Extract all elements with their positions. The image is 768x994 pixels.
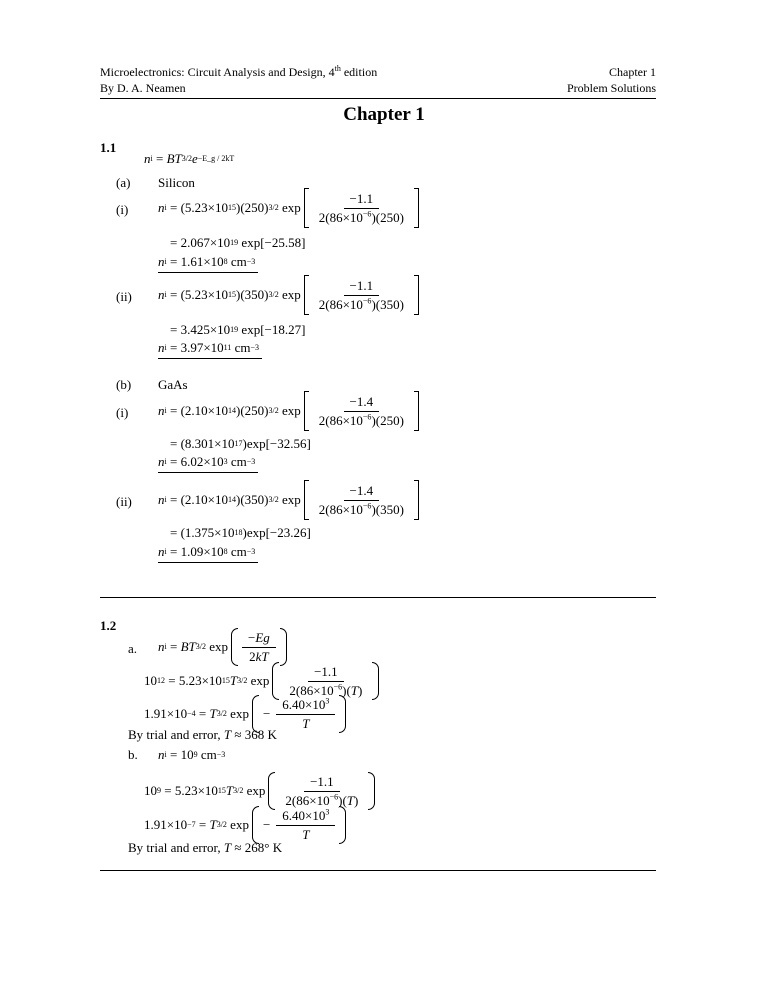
material-label: GaAs <box>158 377 188 392</box>
problem-solutions-label: Problem Solutions <box>566 81 656 95</box>
math-text: −1.1 <box>349 190 374 206</box>
math-text: −1.1 <box>314 663 338 679</box>
subpart-label: (ii) <box>116 289 132 304</box>
math-text: By trial and error, <box>128 840 224 855</box>
math-text: )exp[−32.56] <box>242 436 311 451</box>
bracket-group <box>228 628 287 666</box>
bracket-group <box>265 772 375 810</box>
numerator <box>242 630 276 648</box>
result: n i = 6.02×10 3 cm −3 <box>158 454 258 473</box>
math-text: exp[−18.27] <box>238 322 306 337</box>
superscript: −6 <box>333 682 343 692</box>
math-variable: T <box>302 715 310 731</box>
superscript: −6 <box>362 412 372 422</box>
math-text: )(350) <box>371 296 404 312</box>
math-text: exp <box>278 200 301 215</box>
math-text: exp <box>243 783 266 798</box>
fraction <box>279 774 364 809</box>
conclusion <box>128 840 282 856</box>
conclusion <box>128 727 277 743</box>
math-text: 2(86×10 <box>318 501 363 517</box>
equation: 10 12 = 5.23×10 15 T 3/2 exp $\frac{-1.1}{2(86\times 10^{-6})(T)}$ <box>144 662 379 700</box>
math-variable: n <box>158 454 165 469</box>
numerator <box>344 191 380 209</box>
math-text: = <box>152 151 167 166</box>
math-text: 2(86×10 <box>318 209 363 225</box>
math-text: )(250) <box>371 412 404 428</box>
math-text: = 2.067×10 <box>170 235 231 250</box>
subpart-label: (ii) <box>116 494 132 509</box>
math-text: − <box>248 629 256 645</box>
math-text: 6.40×10 <box>282 696 326 712</box>
math-variable: BT <box>180 639 196 654</box>
equation: 10 9 = 5.23×10 15 T 3/2 exp $\frac{-1.1}{2(86\times 10^{-6})(T)}$ <box>144 772 375 810</box>
math-variable: n <box>158 287 165 302</box>
math-variable: T <box>223 840 232 855</box>
math-text: 1.91×10 <box>144 817 188 832</box>
denominator <box>313 501 410 518</box>
math-text: exp <box>278 403 301 418</box>
math-text: exp <box>205 639 229 654</box>
equation: n i = BT 3/2 e −E_g / 2kT <box>144 151 235 166</box>
section-divider <box>100 870 656 871</box>
math-text: 2(86×10 <box>318 412 363 428</box>
math-text: )(250) <box>235 403 269 418</box>
math-text: = <box>166 639 181 654</box>
fraction <box>276 808 335 843</box>
math-text: = 10 <box>166 747 194 762</box>
math-text: 10 <box>144 783 157 798</box>
math-text: By trial and error, <box>128 727 224 742</box>
math-text: 2(86×10 <box>318 296 363 312</box>
superscript: −6 <box>362 296 372 306</box>
fraction <box>242 630 276 665</box>
math-variable: n <box>158 403 165 418</box>
equation: n i = BT 3/2 exp $\frac{-Eg}{2kT}$ <box>158 628 287 666</box>
math-text: exp <box>278 492 301 507</box>
math-text: = 3.97×10 <box>166 340 224 355</box>
math-text: cm <box>231 340 251 355</box>
part-label: b. <box>128 747 138 762</box>
math-text: = 6.02×10 <box>166 454 224 469</box>
math-text: ) <box>358 682 363 698</box>
bracket-group <box>301 188 419 228</box>
math-text: −1.1 <box>349 277 374 293</box>
header-right <box>567 64 656 96</box>
math-text: exp <box>226 817 249 832</box>
math-text: 2 <box>249 648 256 664</box>
math-text: exp <box>278 287 301 302</box>
subpart-label: (i) <box>116 202 129 217</box>
minus-sign: − <box>262 817 271 832</box>
math-text: = 1.61×10 <box>166 254 224 269</box>
math-variable: n <box>158 544 165 559</box>
section-1-2: 1.2 <box>100 618 117 633</box>
math-text: = (5.23×10 <box>166 200 228 215</box>
math-variable: T <box>225 783 234 798</box>
math-text: = 1.09×10 <box>166 544 224 559</box>
math-text: )(350) <box>235 492 269 507</box>
equation: = (1.375×10 18 )exp[−23.26] <box>170 525 311 540</box>
equation: n i = (2.10×10 14 )(250) 3/2 exp $\frac{-1.4}{2(86\times 10^{-6})(250)}$ <box>158 391 419 431</box>
bracket-group <box>301 391 419 431</box>
chapter-label: Chapter 1 <box>609 65 656 79</box>
result: n i = 1.09×10 8 cm −3 <box>158 544 258 563</box>
equation: n i = 10 9 cm −3 <box>158 747 226 762</box>
math-text: exp[−25.58] <box>238 235 306 250</box>
equation: = 2.067×10 19 exp[−25.58] <box>170 235 306 250</box>
equation: n i = (5.23×10 15 )(250) 3/2 exp $\frac{-1.1}{2(86\times 10^{-6})(250)}$ <box>158 188 419 228</box>
math-variable: T <box>346 792 355 808</box>
math-text: = 5.23×10 <box>165 673 222 688</box>
superscript: −6 <box>362 209 372 219</box>
math-variable: n <box>144 151 151 166</box>
math-text: = 5.23×10 <box>161 783 218 798</box>
math-text: = (5.23×10 <box>166 287 228 302</box>
bracket-group <box>249 806 346 844</box>
section-divider <box>100 597 656 598</box>
math-variable: n <box>158 639 165 654</box>
math-variable: T <box>302 826 310 842</box>
part-label: a. <box>128 641 138 656</box>
math-text: = <box>195 706 210 721</box>
math-text: 2(86×10 <box>289 682 334 698</box>
fraction <box>313 394 410 429</box>
math-text: = (2.10×10 <box>166 492 228 507</box>
math-text: −1.4 <box>349 393 374 409</box>
denominator <box>313 296 410 313</box>
math-variable: kT <box>255 648 269 664</box>
math-text: )( <box>342 682 351 698</box>
math-variable: n <box>158 747 165 762</box>
math-text: )(350) <box>235 287 269 302</box>
equation: = 3.425×10 19 exp[−18.27] <box>170 322 306 337</box>
book-author: By D. A. Neamen <box>100 81 186 95</box>
math-variable: n <box>158 340 165 355</box>
math-text: 10 <box>144 673 157 688</box>
header-divider <box>100 98 656 99</box>
math-text: = <box>195 817 210 832</box>
math-text: )(250) <box>235 200 269 215</box>
math-text: )(250) <box>371 209 404 225</box>
fraction <box>276 697 335 732</box>
math-variable: T <box>223 727 232 742</box>
denominator <box>296 826 315 843</box>
numerator <box>344 278 380 296</box>
math-variable: BT <box>166 151 182 166</box>
math-text: 1.91×10 <box>144 706 188 721</box>
math-variable: n <box>158 492 165 507</box>
subpart-label: (i) <box>116 405 129 420</box>
denominator <box>313 412 410 429</box>
math-variable: T <box>350 682 359 698</box>
math-text: 6.40×10 <box>282 807 326 823</box>
superscript: −6 <box>329 792 339 802</box>
math-text: )exp[−23.26] <box>242 525 311 540</box>
denominator <box>313 209 410 226</box>
equation: = (8.301×10 17 )exp[−32.56] <box>170 436 311 451</box>
math-text: −1.4 <box>349 482 374 498</box>
math-text: exp <box>247 673 270 688</box>
section-1-1: 1.1 <box>100 140 117 155</box>
math-text: cm <box>227 254 247 269</box>
math-variable: T <box>229 673 238 688</box>
page-title: Chapter 1 <box>343 104 425 125</box>
math-text: )(350) <box>371 501 404 517</box>
book-title: Microelectronics: Circuit Analysis and Design, 4th edition <box>100 64 378 79</box>
result: n i = 3.97×10 11 cm −3 <box>158 340 262 359</box>
math-variable: Eg <box>255 629 270 645</box>
material-label: Silicon <box>158 175 195 190</box>
math-text: = (2.10×10 <box>166 403 228 418</box>
math-text: = (1.375×10 <box>170 525 235 540</box>
minus-sign: − <box>262 706 271 721</box>
math-text: cm <box>197 747 217 762</box>
math-variable: n <box>158 254 165 269</box>
math-text: = (8.301×10 <box>170 436 235 451</box>
math-variable: T <box>209 706 217 721</box>
header-left <box>100 64 377 96</box>
part-label: (a) <box>116 175 131 190</box>
math-text: = 3.425×10 <box>170 322 231 337</box>
superscript: −6 <box>362 501 372 511</box>
numerator <box>308 664 344 682</box>
math-text: )( <box>338 792 347 808</box>
math-text: ≈ 368 K <box>231 727 277 742</box>
superscript: 3 <box>325 696 330 706</box>
math-variable: n <box>158 200 165 215</box>
equation: 1.91×10 −4 = T 3/2 exp − $\frac{6.40\times 10^3}{T}$ <box>144 695 346 733</box>
numerator <box>344 394 380 412</box>
result: n i = 1.61×10 8 cm −3 <box>158 254 258 273</box>
superscript: 3 <box>325 807 330 817</box>
math-text: −1.1 <box>310 773 334 789</box>
math-text: cm <box>227 454 247 469</box>
math-text: ≈ 268° K <box>231 840 283 855</box>
math-text: ) <box>354 792 359 808</box>
fraction <box>283 664 368 699</box>
math-text: exp <box>226 706 249 721</box>
bracket-group <box>301 275 419 315</box>
fraction <box>313 278 410 313</box>
fraction <box>313 483 410 518</box>
math-text: 2(86×10 <box>285 792 330 808</box>
denominator <box>296 715 315 732</box>
math-variable: T <box>209 817 217 832</box>
part-label: (b) <box>116 377 132 392</box>
math-text: cm <box>227 544 247 559</box>
numerator <box>276 808 335 826</box>
bracket-group <box>301 480 419 520</box>
equation: 1.91×10 −7 = T 3/2 exp − $\frac{6.40\times 10^3}{T}$ <box>144 806 346 844</box>
math-variable: e <box>191 151 198 166</box>
fraction <box>313 191 410 226</box>
numerator <box>344 483 380 501</box>
equation: n i = (2.10×10 14 )(350) 3/2 exp $\frac{-1.4}{2(86\times 10^{-6})(350)}$ <box>158 480 419 520</box>
equation: n i = (5.23×10 15 )(350) 3/2 exp $\frac{-1.1}{2(86\times 10^{-6})(350)}$ <box>158 275 419 315</box>
numerator <box>276 697 335 715</box>
numerator <box>304 774 340 792</box>
